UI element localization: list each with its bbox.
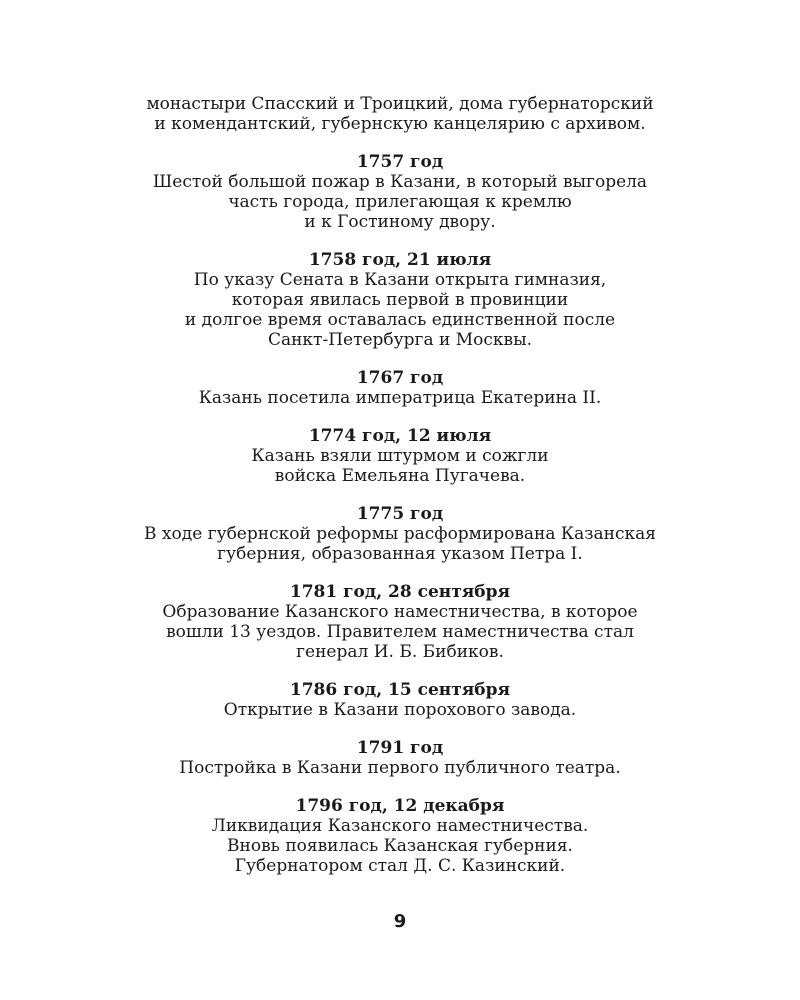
entry-date: 1757 год <box>356 152 444 172</box>
entry-line: Губернатором стал Д. С. Казинский. <box>234 856 566 876</box>
entry-date: 1758 год, 21 июля <box>308 250 492 270</box>
entry-line: Ликвидация Казанского наместничества. <box>211 816 589 836</box>
entry-line: Санкт-Петербурга и Москвы. <box>267 330 533 350</box>
entry-1791 <box>0 738 800 778</box>
intro-line: монастыри Спасский и Троицкий, дома губернаторский <box>146 94 654 114</box>
entry-date: 1791 год <box>356 738 444 758</box>
entry-line: губерния, образованная указом Петра I. <box>217 544 583 564</box>
entry-1757 <box>0 152 800 232</box>
intro-line: и комендантский, губернскую канцелярию с архивом. <box>154 114 646 134</box>
entry-1775 <box>0 504 800 564</box>
entry-date: 1775 год <box>356 504 444 524</box>
entry-line: которая явилась первой в провинции <box>231 290 569 310</box>
entry-date: 1786 год, 15 сентября <box>289 680 511 700</box>
entry-1781 <box>0 582 800 662</box>
entry-line: В ходе губернской реформы расформирована Казанская <box>144 524 656 544</box>
entry-line: Открытие в Казани порохового завода. <box>223 700 577 720</box>
entry-line: часть города, прилегающая к кремлю <box>228 192 572 212</box>
entry-1786 <box>0 680 800 720</box>
entry-date: 1781 год, 28 сентября <box>289 582 511 602</box>
entry-date: 1774 год, 12 июля <box>308 426 492 446</box>
entry-line: Образование Казанского наместничества, в которое <box>162 602 638 622</box>
intro-paragraph <box>0 94 800 134</box>
entry-date: 1767 год <box>356 368 444 388</box>
entry-line: Казань взяли штурмом и сожгли <box>251 446 549 466</box>
entry-line: вошли 13 уездов. Правителем наместничества стал <box>166 622 634 642</box>
entry-line: По указу Сената в Казани открыта гимназия, <box>193 270 607 290</box>
entry-line: генерал И. Б. Бибиков. <box>296 642 504 662</box>
entry-date: 1796 год, 12 декабря <box>295 796 505 816</box>
entry-1796 <box>0 796 800 876</box>
entry-line: и к Гостиному двору. <box>304 212 496 232</box>
page-number: 9 <box>393 911 407 932</box>
entry-1774 <box>0 426 800 486</box>
page-content <box>0 94 800 876</box>
entry-1767 <box>0 368 800 408</box>
entry-line: Казань посетила императрица Екатерина II. <box>198 388 602 408</box>
entry-line: Вновь появилась Казанская губерния. <box>227 836 573 856</box>
entry-line: Шестой большой пожар в Казани, в который выгорела <box>152 172 648 192</box>
entry-1758 <box>0 250 800 350</box>
entry-line: войска Емельяна Пугачева. <box>274 466 526 486</box>
entry-line: и долгое время оставалась единственной после <box>184 310 616 330</box>
entry-line: Постройка в Казани первого публичного театра. <box>179 758 621 778</box>
